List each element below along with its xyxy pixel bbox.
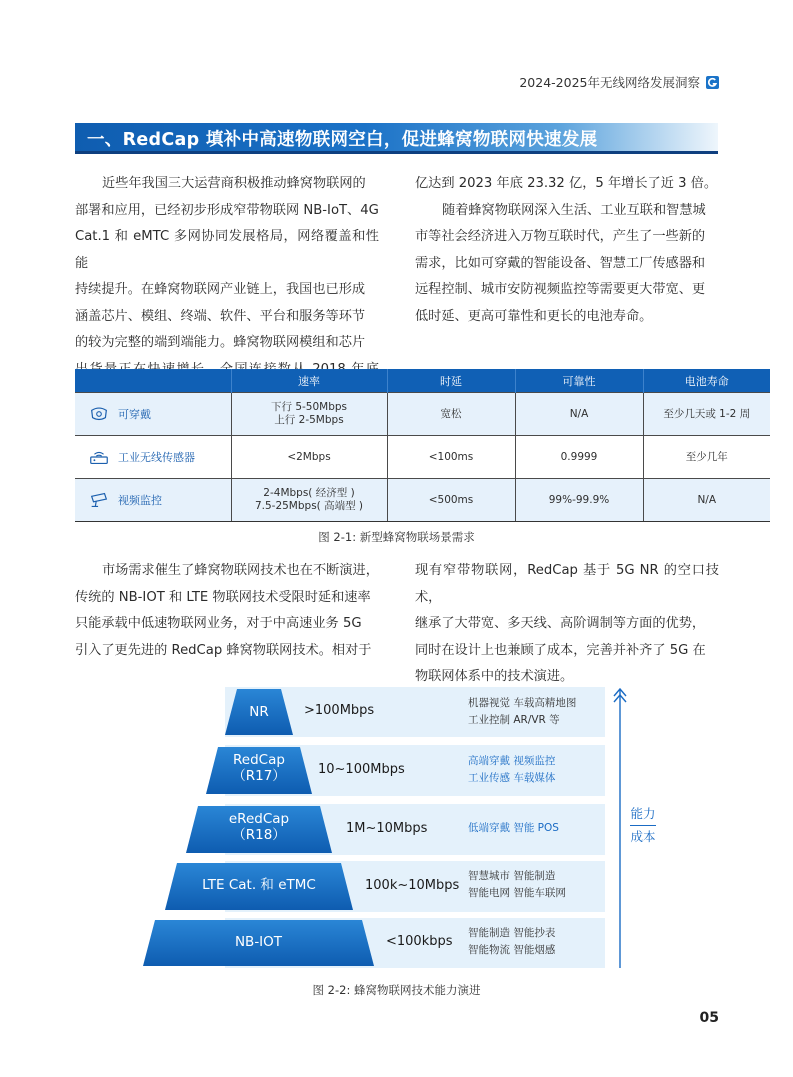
- tier-label: eRedCap: [228, 811, 290, 827]
- text-line: 物联网体系中的技术演进。: [415, 669, 574, 684]
- tier-apps: [468, 820, 559, 837]
- table-cell: <500ms: [387, 479, 515, 522]
- running-header: [519, 73, 719, 91]
- app-line: 智能物流 智能烟感: [468, 944, 556, 956]
- table-row: [75, 393, 770, 436]
- table-row: [75, 479, 770, 522]
- table-header: 速率: [231, 369, 387, 393]
- text-line: 市场需求催生了蜂窝物联网技术也在不断演进，: [102, 563, 379, 578]
- table-row: [75, 436, 770, 479]
- tier-label: NR: [249, 704, 269, 720]
- tier-label: （R18）: [232, 827, 286, 843]
- app-line: 机器视觉 车载高精地图: [468, 697, 577, 709]
- tier-label: RedCap: [233, 752, 285, 768]
- text-line: 现有窄带物联网，RedCap 基于 5G NR 的空口技术，: [415, 563, 719, 605]
- app-line: 智慧城市 智能制造: [468, 870, 556, 882]
- row-label: 视频监控: [118, 493, 162, 507]
- tier-label: （R17）: [232, 768, 286, 784]
- table-header-row: [75, 369, 770, 393]
- text-line: 引入了更先进的 RedCap 蜂窝物联网技术。相对于: [75, 642, 372, 658]
- tier-lte-shape: [165, 863, 353, 910]
- axis-label-cost: 成本: [630, 829, 656, 844]
- row-label: 可穿戴: [118, 407, 151, 421]
- table-cell: N/A: [515, 393, 643, 436]
- tier-apps: [468, 695, 576, 729]
- tier-apps: [468, 868, 566, 902]
- figure-caption: 图 2-1: 新型蜂窝物联场景需求: [318, 530, 475, 544]
- table-cell: 7.5-25Mbps( 高端型 ): [254, 500, 364, 512]
- text-line: 亿达到 2023 年底 23.32 亿，5 年增长了近 3 倍。: [415, 176, 718, 191]
- scenario-requirements-table: [75, 369, 770, 522]
- text-line: Cat.1 和 eMTC 多网协同发展格局，网络覆盖和性能: [75, 229, 379, 271]
- text-line: 继承了大带宽、多天线、高阶调制等方面的优势，: [415, 616, 706, 631]
- tier-apps: [468, 753, 555, 787]
- table-header: 可靠性: [515, 369, 643, 393]
- tier-eredcap-shape: [186, 806, 332, 853]
- tier-rate: >100Mbps: [304, 703, 375, 718]
- tier-rate: <100kbps: [386, 934, 453, 949]
- tier-apps: [468, 925, 555, 959]
- text-line: 需求，比如可穿戴的智能设备、智慧工厂传感器和: [415, 255, 706, 271]
- app-line: 高端穿戴 视频监控: [468, 755, 556, 767]
- table-cell: 下行 5-50Mbps: [270, 401, 348, 413]
- figure-caption: 图 2-2: 蜂窝物联网技术能力演进: [312, 983, 481, 997]
- page-number: 05: [699, 1010, 719, 1026]
- text-line: 近些年我国三大运营商积极推动蜂窝物联网的: [102, 176, 366, 191]
- text-line: 涵盖芯片、模组、终端、软件、平台和服务等环节: [75, 308, 366, 324]
- text-line: 传统的 NB-IOT 和 LTE 物联网技术受限时延和速率: [75, 589, 371, 605]
- tier-nbiot-shape: [143, 920, 374, 966]
- axis-label-capability: 能力: [630, 806, 656, 821]
- tier-nr-shape: [225, 689, 293, 735]
- tier-redcap-shape: [206, 747, 312, 794]
- tier-label: LTE Cat. 和 eTMC: [202, 877, 316, 893]
- table-cell: 2-4Mbps( 经济型 ): [263, 487, 355, 499]
- table-header: [75, 369, 231, 393]
- table-cell: 上行 2-5Mbps: [274, 414, 344, 426]
- row-label: 工业无线传感器: [118, 450, 195, 464]
- table-cell: 至少几天或 1-2 周: [643, 393, 770, 436]
- table-cell: 至少几年: [643, 436, 770, 479]
- capability-axis-arrow-icon: [610, 686, 630, 970]
- camera-icon: [88, 489, 110, 511]
- text-line: 持续提升。在蜂窝物联网产业链上，我国也已形成: [75, 282, 366, 297]
- tier-rate: 10~100Mbps: [318, 762, 405, 777]
- section-title-bar: [75, 123, 718, 154]
- text-line: 低时延、更高可靠性和更长的电池寿命。: [415, 308, 653, 324]
- text-line: 部署和应用，已经初步形成窄带物联网 NB-IoT、4G: [75, 202, 379, 218]
- app-line: 低端穿戴 智能 POS: [468, 822, 559, 834]
- text-line: 远程控制、城市安防视频监控等需要更大带宽、更: [415, 282, 706, 297]
- table-cell: N/A: [643, 479, 770, 522]
- table-cell: 宽松: [387, 393, 515, 436]
- table-header: 电池寿命: [643, 369, 770, 393]
- text-line: 随着蜂窝物联网深入生活、工业互联和智慧城: [442, 202, 706, 218]
- tier-rate: 1M~10Mbps: [346, 821, 428, 836]
- table-cell: 0.9999: [515, 436, 643, 479]
- app-line: 智能制造 智能抄表: [468, 927, 556, 939]
- text-line: 的较为完整的端到端能力。蜂窝物联网模组和芯片: [75, 335, 366, 350]
- para2-right-column: [415, 558, 719, 691]
- sensor-icon: [88, 446, 110, 468]
- header-text: 2024-2025年无线网络发展洞察: [519, 75, 700, 90]
- app-line: 工业控制 AR/VR 等: [468, 714, 560, 726]
- para2-left-column: [75, 558, 379, 664]
- table-header: 时延: [387, 369, 515, 393]
- table-cell: <2Mbps: [231, 436, 387, 479]
- table-cell: <100ms: [387, 436, 515, 479]
- text-line: 只能承载中低速物联网业务，对于中高速业务 5G: [75, 616, 362, 631]
- axis-label: [630, 803, 656, 848]
- app-line: 工业传感 车载媒体: [468, 772, 556, 784]
- text-line: 市等社会经济进入万物互联时代，产生了一些新的: [415, 229, 706, 244]
- tier-label: NB-IOT: [234, 934, 283, 950]
- brand-logo-icon: [706, 76, 719, 89]
- app-line: 智能电网 智能车联网: [468, 887, 566, 899]
- table-cell: 99%-99.9%: [515, 479, 643, 522]
- text-line: 同时在设计上也兼顾了成本，完善并补齐了 5G 在: [415, 642, 706, 658]
- tier-rate: 100k~10Mbps: [365, 878, 460, 893]
- section-title: 一、RedCap 填补中高速物联网空白，促进蜂窝物联网快速发展: [87, 130, 598, 150]
- para1-right-column: [415, 171, 719, 330]
- wearable-icon: [88, 403, 110, 425]
